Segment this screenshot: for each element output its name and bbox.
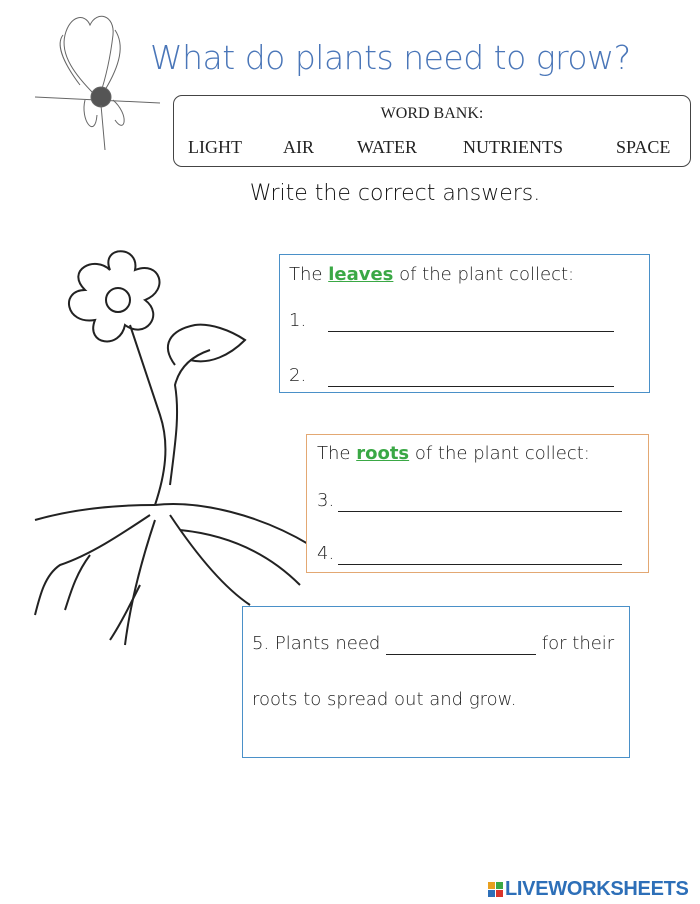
- item-number: 3.: [317, 490, 335, 511]
- plant-diagram: [30, 245, 320, 665]
- page-title: What do plants need to grow?: [150, 38, 631, 77]
- keyword-roots: roots: [356, 443, 410, 464]
- item-number: 4.: [317, 543, 335, 564]
- logo-icon: [488, 882, 503, 897]
- answer-5-input[interactable]: [386, 635, 536, 655]
- word-water: WATER: [357, 137, 417, 157]
- word-space: SPACE: [616, 137, 671, 157]
- item-number: 1.: [289, 310, 307, 331]
- text: of the plant collect:: [393, 264, 575, 285]
- text: for their: [536, 633, 615, 654]
- text: roots to spread out and grow.: [252, 689, 517, 710]
- brand-text: LIVEWORKSHEETS: [505, 878, 689, 900]
- space-question-box: [242, 606, 630, 758]
- text: The: [317, 443, 357, 464]
- answer-3-input[interactable]: [338, 492, 622, 512]
- answer-4-input[interactable]: [338, 545, 622, 565]
- leaves-question-box: [279, 254, 650, 393]
- roots-question-box: [306, 434, 649, 573]
- instructions: Write the correct answers.: [249, 181, 541, 206]
- text: The: [289, 264, 329, 285]
- word-light: LIGHT: [188, 137, 242, 157]
- text: 5. Plants need: [252, 633, 387, 654]
- keyword-leaves: leaves: [328, 264, 394, 285]
- text: of the plant collect:: [409, 443, 590, 464]
- radish-illustration: [35, 5, 165, 155]
- word-air: AIR: [283, 137, 314, 157]
- answer-1-input[interactable]: [328, 312, 614, 332]
- liveworksheets-logo: [488, 878, 689, 901]
- item-number: 2.: [289, 365, 307, 386]
- word-bank-title: WORD BANK:: [380, 105, 484, 122]
- word-nutrients: NUTRIENTS: [463, 137, 563, 157]
- word-bank: [173, 95, 691, 167]
- answer-2-input[interactable]: [328, 367, 614, 387]
